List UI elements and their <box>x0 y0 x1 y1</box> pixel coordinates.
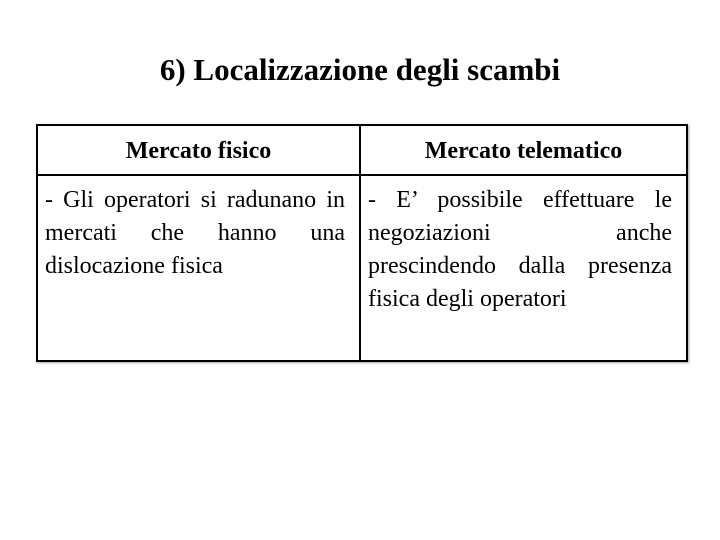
cell-mercato-telematico-description: - E’ possibile effettuare le negoziazioni anche prescindendo dalla presenza fisica degli operatori <box>360 175 687 361</box>
cell-mercato-fisico-description: - Gli operatori si radunano in mercati che hanno una dislocazione fisica <box>37 175 360 361</box>
slide-title: 6) Localizzazione degli scambi <box>159 52 561 87</box>
header-mercato-telematico: Mercato telematico <box>360 125 687 175</box>
header-mercato-fisico: Mercato fisico <box>37 125 360 175</box>
table-header-row <box>37 125 687 175</box>
table-row <box>37 175 687 361</box>
comparison-table <box>36 124 688 362</box>
